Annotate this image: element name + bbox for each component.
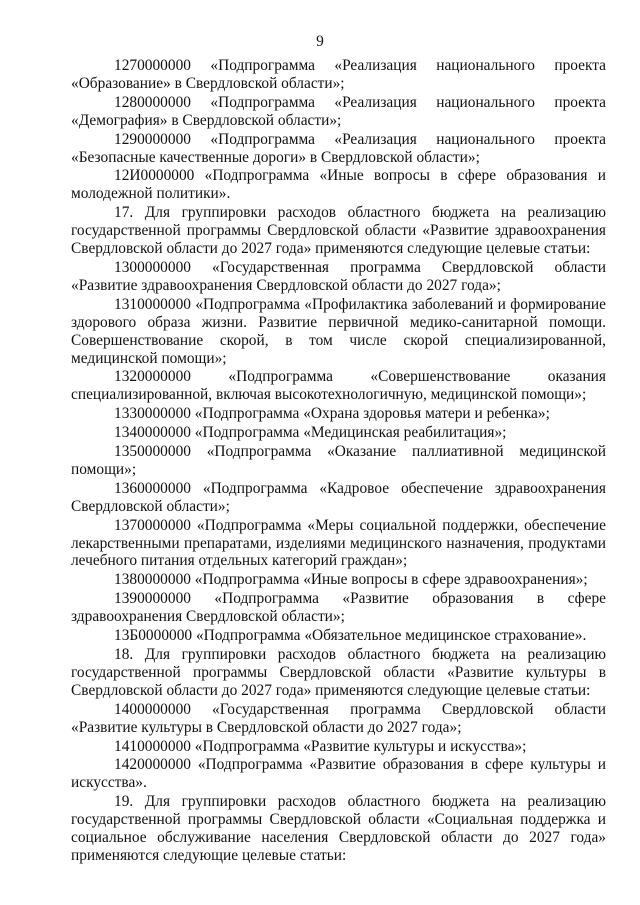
paragraph-1420000000: 1420000000 «Подпрограмма «Развитие образования в сфере культуры и искусства». — [71, 756, 606, 792]
paragraph-1330000000: 1330000000 «Подпрограмма «Охрана здоровья матери и ребенка»; — [114, 405, 550, 423]
document-body — [71, 57, 606, 866]
paragraph-section-19: 19. Для группировки расходов областного бюджета на реализацию государственной программы Свердловской области «Социальная поддержка и социальное обслуживание населения Свердловской области до 2027 года» применяются следующие целевые статьи: — [71, 793, 606, 864]
paragraph-1310000000: 1310000000 «Подпрограмма «Профилактика заболеваний и формирование здорового образа жизни. Развитие первичной медико-санитарной помощи. Совершенствование скорой, в том числе скорой специализированной, медицинской помощи»; — [71, 295, 606, 367]
paragraph-section-18: 18. Для группировки расходов областного бюджета на реализацию государственной программы Свердловской области «Развитие культуры в Свердловской области до 2027 года» применяются следующие целевые статьи: — [71, 646, 606, 699]
paragraph-1400000000: 1400000000 «Государственная программа Свердловской области «Развитие культуры в Свердловской области до 2027 года»; — [71, 700, 606, 736]
paragraph-1290000000: 1290000000 «Подпрограмма «Реализация национального проекта «Безопасные качественные дороги» в Свердловской области»; — [71, 130, 606, 166]
paragraph-1340000000: 1340000000 «Подпрограмма «Медицинская реабилитация»; — [114, 424, 507, 442]
paragraph-1370000000: 1370000000 «Подпрограмма «Меры социальной поддержки, обеспечение лекарственными препаратами, изделиями медицинского назначения, продуктами лечебного питания отдельных категорий граждан»; — [71, 516, 606, 570]
paragraph-1280000000: 1280000000 «Подпрограмма «Реализация национального проекта «Демография» в Свердловской области»; — [71, 93, 606, 129]
paragraph-1270000000: 1270000000 «Подпрограмма «Реализация национального проекта «Образование» в Свердловской области»; — [71, 57, 606, 92]
paragraph-12i0000000: 12И0000000 «Подпрограмма «Иные вопросы в сфере образования и молодежной политики». — [71, 167, 606, 203]
paragraph-1410000000: 1410000000 «Подпрограмма «Развитие культуры и искусства»; — [114, 737, 527, 755]
paragraph-section-17: 17. Для группировки расходов областного бюджета на реализацию государственной программы Свердловской области «Развитие здравоохранения Свердловской области до 2027 года» применяются следующие целевые статьи: — [71, 204, 606, 258]
paragraph-1390000000: 1390000000 «Подпрограмма «Развитие образования в сфере здравоохранения Свердловской области»; — [71, 590, 606, 626]
paragraph-1360000000: 1360000000 «Подпрограмма «Кадровое обеспечение здравоохранения Свердловской области»; — [71, 479, 606, 515]
paragraph-1320000000: 1320000000 «Подпрограмма «Совершенствование оказания специализированной, включая высокотехнологичную, медицинской помощи»; — [71, 368, 606, 404]
paragraph-13b0000000: 13Б0000000 «Подпрограмма «Обязательное медицинское страхование». — [114, 627, 587, 645]
paragraph-1350000000: 1350000000 «Подпрограмма «Оказание паллиативной медицинской помощи»; — [71, 443, 606, 478]
paragraph-1380000000: 1380000000 «Подпрограмма «Иные вопросы в сфере здравоохранения»; — [114, 571, 588, 589]
paragraph-1300000000: 1300000000 «Государственная программа Свердловской области «Развитие здравоохранения Свердловской области до 2027 года»; — [71, 258, 606, 294]
page-number: 9 — [316, 33, 324, 50]
